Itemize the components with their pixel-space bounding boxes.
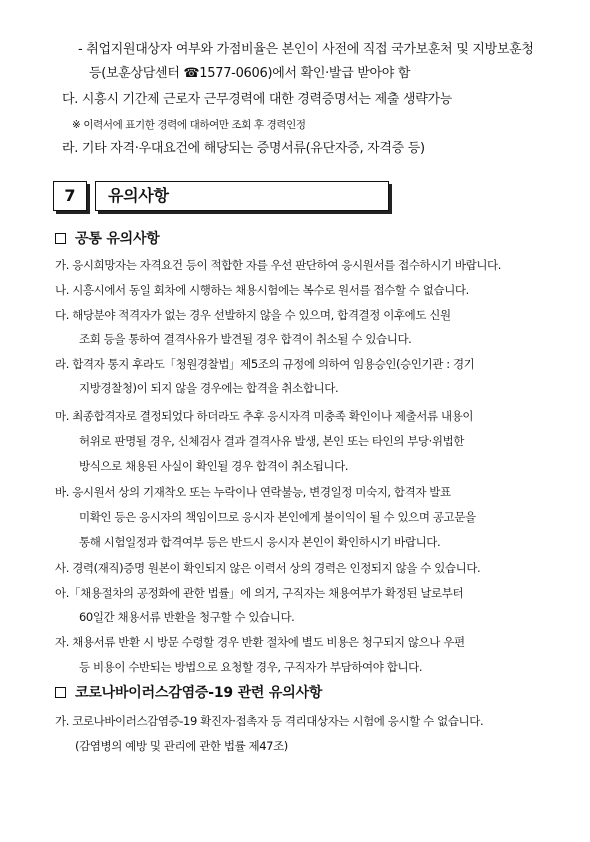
square-bullet-icon (55, 687, 66, 698)
subsection-heading (55, 231, 160, 247)
section-title-box (95, 181, 389, 211)
list-item: 자. 채용서류 반환 시 방문 수령할 경우 반환 절차에 별도 비용은 청구되지 않으나 우편 (55, 635, 465, 649)
list-item: 가. 응시희망자는 자격요건 등이 적합한 자를 우선 판단하여 응시원서를 접수하시기 바랍니다. (55, 258, 502, 272)
text-line: 등(보훈상담센터 ☎1577-0606)에서 확인·발급 받아야 함 (89, 66, 411, 81)
list-item-continued: 조회 등을 통하여 결격사유가 발견될 경우 합격이 취소될 수 있습니다. (79, 332, 412, 346)
list-item-continued: 60일간 채용서류 반환을 청구할 수 있습니다. (79, 610, 295, 624)
subsection-heading-text: 공통 유의사항 (75, 231, 160, 247)
list-item: 바. 응시원서 상의 기재착오 또는 누락이나 연락불능, 변경일정 미숙지, 합격자 발표 (55, 485, 451, 499)
list-item-continued: 지방경찰청)이 되지 않을 경우에는 합격을 취소합니다. (79, 381, 339, 395)
section-header (53, 181, 393, 212)
list-item: 라. 합격자 통지 후라도「청원경찰법」제5조의 규정에 의하여 임용승인(승인기관 : 경기 (55, 357, 475, 371)
subsection-heading-text: 코로나바이러스감염증-19 관련 유의사항 (75, 685, 323, 701)
list-item: 가. 코로나바이러스감염증-19 확진자·접촉자 등 격리대상자는 시험에 응시할 수 없습니다. (55, 714, 484, 728)
list-item: 나. 시흥시에서 동일 회차에 시행하는 채용시험에는 복수로 원서를 접수할 수 없습니다. (55, 283, 469, 297)
list-item-continued: (감염병의 예방 및 관리에 관한 법률 제47조) (75, 739, 288, 753)
list-item-continued: 미확인 등은 응시자의 책임이므로 응시자 본인에게 불이익이 될 수 있으며 공고문을 (79, 510, 476, 524)
list-item: 마. 최종합격자로 결정되었다 하더라도 추후 응시자격 미충족 확인이나 제출서류 내용이 (55, 409, 474, 423)
list-item: 아.「채용절차의 공정화에 관한 법률」에 의거, 구직자는 채용여부가 확정된 날로부터 (55, 586, 464, 600)
section-title: 유의사항 (108, 186, 169, 205)
section-number: 7 (53, 181, 87, 211)
text-line: 라. 기타 자격·우대요건에 해당되는 증명서류(유단자증, 자격증 등) (62, 141, 425, 156)
list-item: 다. 해당분야 적격자가 없는 경우 선발하지 않을 수 있으며, 합격결정 이후에도 신원 (55, 308, 451, 322)
list-item-continued: 방식으로 채용된 사실이 확인될 경우 합격이 취소됩니다. (79, 459, 349, 473)
text-line: - 취업지원대상자 여부와 가점비율은 본인이 사전에 직접 국가보훈처 및 지방보훈청 (78, 42, 534, 57)
list-item-continued: 허위로 판명될 경우, 신체검사 결과 결격사유 발생, 본인 또는 타인의 부당·위법한 (79, 434, 465, 448)
subsection-heading (55, 685, 322, 701)
square-bullet-icon (55, 233, 66, 244)
list-item-continued: 등 비용이 수반되는 방법으로 요청할 경우, 구직자가 부담하여야 합니다. (79, 660, 423, 674)
text-line: 다. 시흥시 기간제 근로자 근무경력에 대한 경력증명서는 제출 생략가능 (62, 92, 452, 107)
list-item-continued: 통해 시험일정과 합격여부 등은 반드시 응시자 본인이 확인하시기 바랍니다. (79, 535, 441, 549)
list-item: 사. 경력(재직)증명 원본이 확인되지 않은 이력서 상의 경력은 인정되지 않을 수 있습니다. (55, 561, 481, 575)
note-line: ※ 이력서에 표기한 경력에 대하여만 조회 후 경력인정 (72, 119, 306, 131)
